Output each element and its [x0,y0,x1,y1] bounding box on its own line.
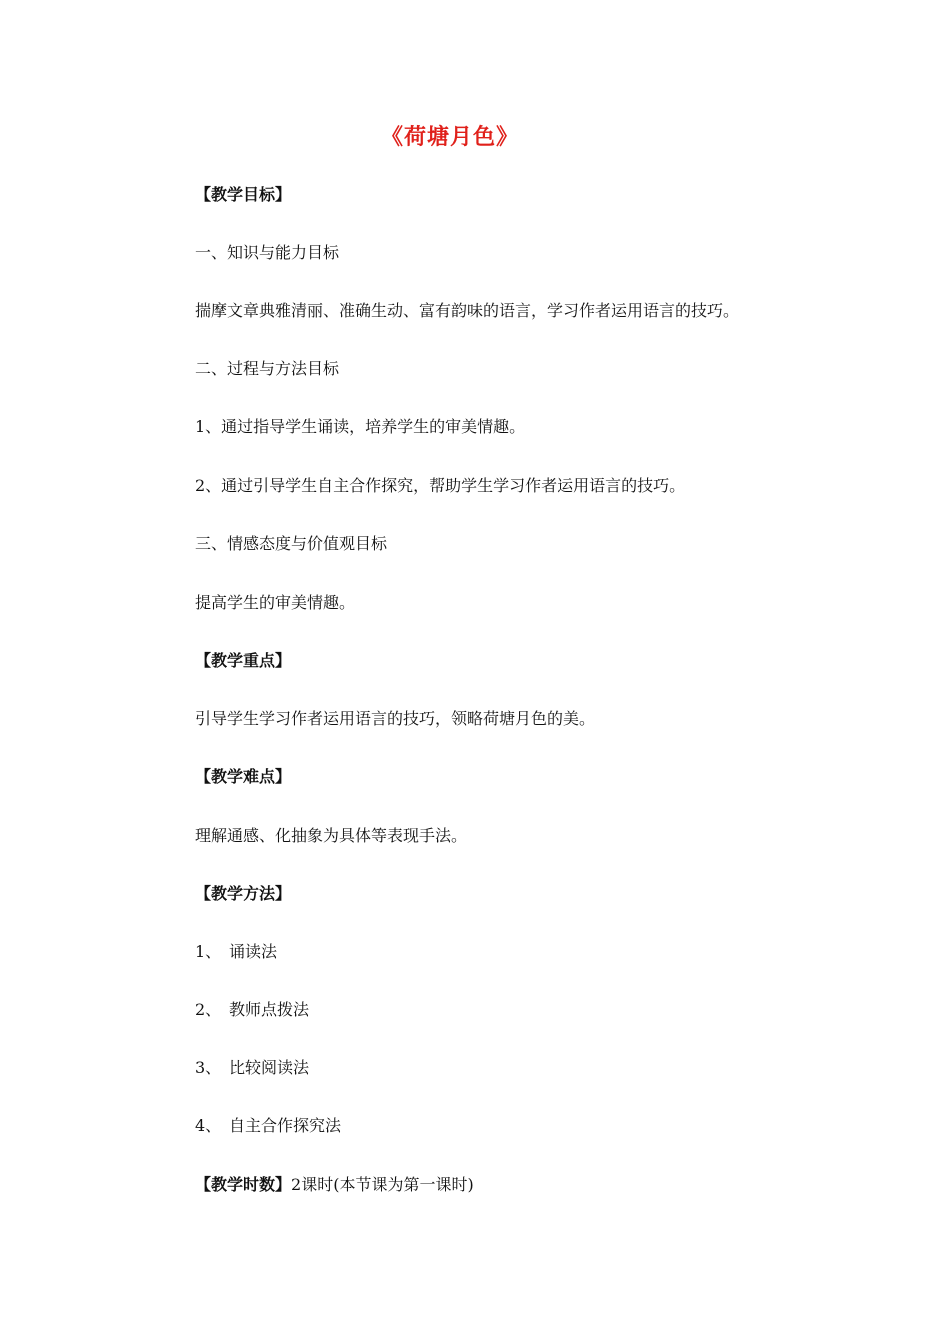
method-item [195,999,309,1021]
emotion-text: 提高学生的审美情趣。 [195,593,356,612]
method-text: 诵读法 [229,942,278,961]
hours-text: 2课时(本节课为第一课时) [291,1175,474,1194]
method-number: 3、 [195,1058,222,1077]
method-number: 2、 [195,1000,222,1019]
hours-heading: 【教学时数】 [195,1175,292,1194]
knowledge-heading: 一、知识与能力目标 [195,243,340,262]
methods-heading: 【教学方法】 [195,884,292,903]
document-title: 《荷塘月色》 [380,125,519,150]
method-text: 比较阅读法 [229,1058,310,1077]
method-item [195,1115,341,1137]
method-text: 教师点拨法 [229,1000,310,1019]
knowledge-text: 揣摩文章典雅清丽、准确生动、富有韵味的语言，学习作者运用语言的技巧。 [195,301,740,320]
method-number: 4、 [195,1116,222,1135]
hours-line [195,1174,474,1196]
difficulty-heading: 【教学难点】 [195,767,292,786]
method-number: 1、 [195,942,222,961]
objectives-heading: 【教学目标】 [195,185,292,204]
process-item: 1、通过指导学生诵读，培养学生的审美情趣。 [195,417,526,436]
method-item [195,941,277,963]
key-heading: 【教学重点】 [195,651,292,670]
key-text: 引导学生学习作者运用语言的技巧，领略荷塘月色的美。 [195,709,596,728]
method-text: 自主合作探究法 [229,1116,342,1135]
difficulty-text: 理解通感、化抽象为具体等表现手法。 [195,826,468,845]
emotion-heading: 三、情感态度与价值观目标 [195,534,388,553]
process-item: 2、通过引导学生自主合作探究，帮助学生学习作者运用语言的技巧。 [195,476,686,495]
method-item [195,1057,309,1079]
process-heading: 二、过程与方法目标 [195,359,340,378]
